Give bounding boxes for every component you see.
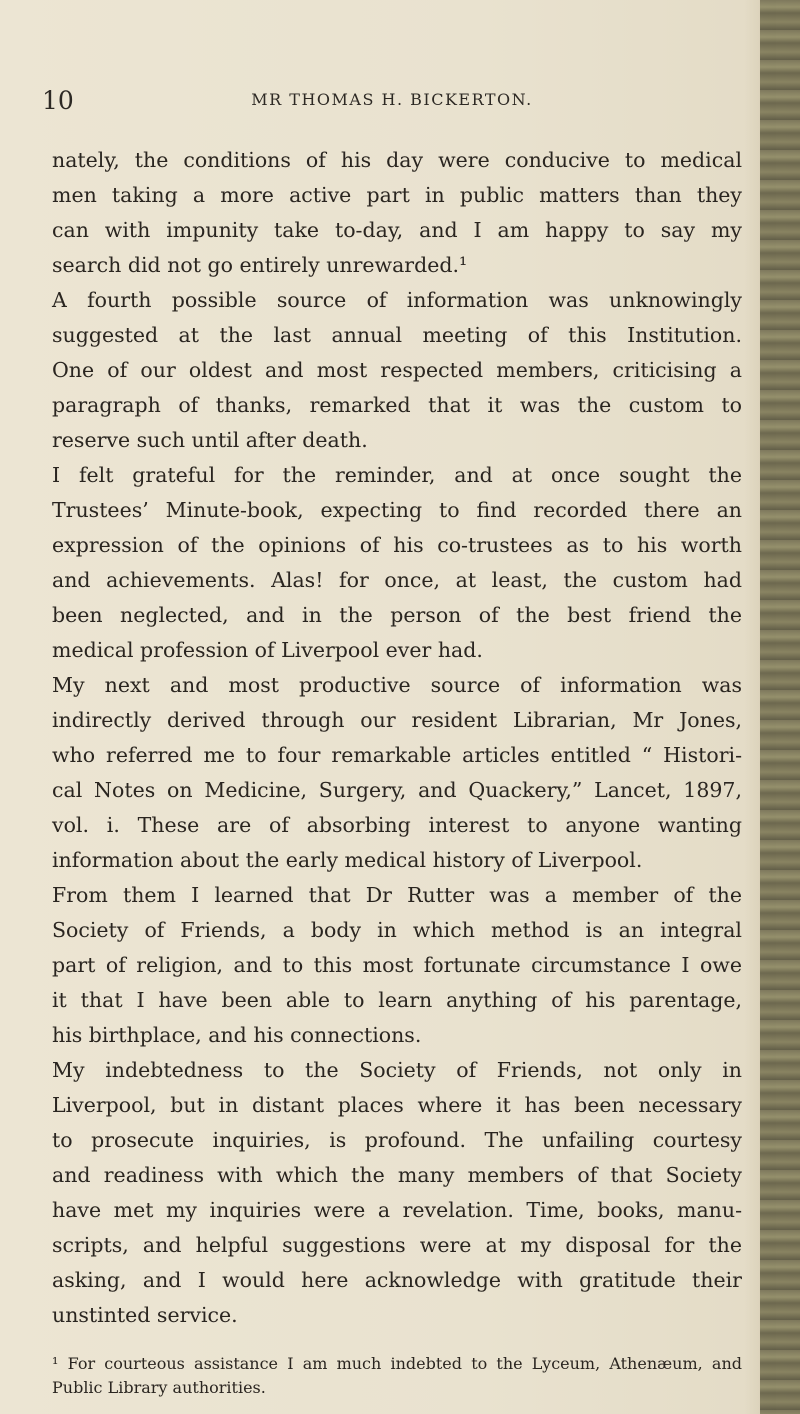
text-line: My indebtedness to the Society of Friends, not only in	[52, 1058, 742, 1082]
text-line: asking, and I would here acknowledge with gratitude their	[52, 1268, 742, 1292]
text-line: and achievements. Alas! for once, at least, the custom had	[52, 568, 742, 592]
page-header	[42, 86, 742, 116]
page-number: 10	[42, 86, 74, 115]
text-line: search did not go entirely unrewarded.¹	[52, 253, 468, 277]
text-line: paragraph of thanks, remarked that it was the custom to	[52, 393, 742, 417]
text-line: to prosecute inquiries, is profound. The unfailing courtesy	[52, 1128, 742, 1152]
text-line: Liverpool, but in distant places where it has been necessary	[52, 1093, 742, 1117]
text-line: been neglected, and in the person of the best friend the	[52, 603, 742, 627]
text-line: scripts, and helpful suggestions were at my disposal for the	[52, 1233, 742, 1257]
text-line: it that I have been able to learn anything of his parentage,	[52, 988, 742, 1012]
body-text	[52, 143, 742, 1333]
footnote-line: Public Library authorities.	[52, 1378, 266, 1397]
text-line: his birthplace, and his connections.	[52, 1023, 422, 1047]
text-line: My next and most productive source of information was	[52, 673, 742, 697]
text-line: men taking a more active part in public matters than they	[52, 183, 742, 207]
text-line: reserve such until after death.	[52, 428, 368, 452]
text-line: part of religion, and to this most fortunate circumstance I owe	[52, 953, 742, 977]
running-head: MR THOMAS H. BICKERTON.	[251, 90, 533, 109]
text-line: indirectly derived through our resident Librarian, Mr Jones,	[52, 708, 742, 732]
text-line: From them I learned that Dr Rutter was a member of the	[52, 883, 742, 907]
text-line: cal Notes on Medicine, Surgery, and Quackery,” Lancet, 1897,	[52, 778, 742, 802]
text-line: and readiness with which the many members of that Society	[52, 1163, 742, 1187]
footnote-line: ¹ For courteous assistance I am much indebted to the Lyceum, Athenæum, and	[52, 1354, 742, 1373]
text-line: Society of Friends, a body in which method is an integral	[52, 918, 742, 942]
text-line: Trustees’ Minute-book, expecting to find recorded there an	[52, 498, 742, 522]
text-line: information about the early medical history of Liverpool.	[52, 848, 643, 872]
book-binding-edge	[760, 0, 800, 1414]
text-line: I felt grateful for the reminder, and at once sought the	[52, 463, 742, 487]
text-line: can with impunity take to-day, and I am happy to say my	[52, 218, 742, 242]
text-line: nately, the conditions of his day were conducive to medical	[52, 148, 742, 172]
text-line: expression of the opinions of his co-trustees as to his worth	[52, 533, 742, 557]
text-line: have met my inquiries were a revelation. Time, books, manu-	[52, 1198, 742, 1222]
text-line: who referred me to four remarkable articles entitled “ Histori-	[52, 743, 742, 767]
text-line: A fourth possible source of information was unknowingly	[52, 288, 742, 312]
text-line: vol. i. These are of absorbing interest to anyone wanting	[52, 813, 742, 837]
text-line: suggested at the last annual meeting of this Institution.	[52, 323, 742, 347]
text-line: unstinted service.	[52, 1303, 238, 1327]
text-line: One of our oldest and most respected members, criticising a	[52, 358, 742, 382]
text-line: medical profession of Liverpool ever had.	[52, 638, 483, 662]
